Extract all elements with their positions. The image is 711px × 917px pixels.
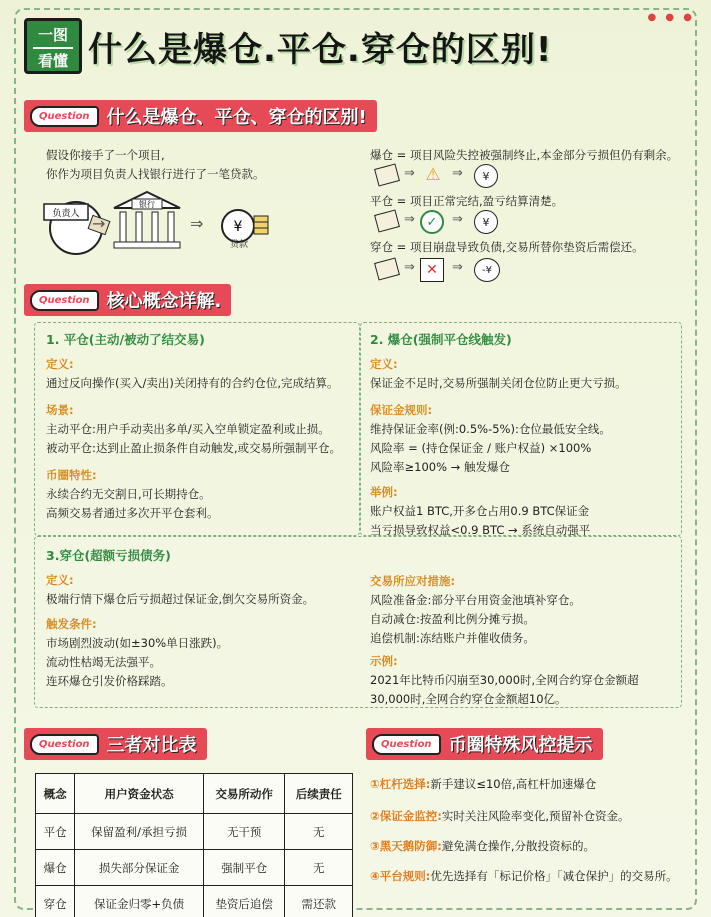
- pingcang-scene1: 主动平仓:用户手动卖出多单/买入空单锁定盈利或止损。: [46, 422, 330, 436]
- chuancang-definition: 穿仓 = 项目崩盘导致负债,交易所替你垫资后需偿还。: [370, 240, 644, 254]
- pingcang-heading: 1. 平仓(主动/被动了结交易): [46, 332, 205, 347]
- table-cell: 无: [285, 850, 353, 886]
- logo-line1: 一图: [33, 23, 73, 49]
- table-row: [36, 886, 353, 917]
- chuancang-trig3: 连环爆仓引发价格踩踏。: [46, 674, 173, 688]
- arrow-icon: →: [92, 214, 106, 233]
- section2-title-banner: [24, 284, 231, 316]
- pingcang-feat2: 高频交易者通过多次开平仓套利。: [46, 506, 219, 520]
- question-tag: Question: [372, 734, 441, 755]
- tip-item: [370, 868, 690, 884]
- chuancang-heading: 3.穿仓(超额亏损债务): [46, 548, 171, 563]
- tip-label: ②保证金监控:: [370, 809, 442, 823]
- tip-item: [370, 808, 630, 824]
- arrow-icon: ⇒: [452, 260, 463, 275]
- arrow-icon: ⇒: [404, 212, 415, 227]
- chuancang-resp3: 追偿机制:冻结账户并催收债务。: [370, 631, 535, 645]
- table-header-cell: 交易所动作: [203, 774, 285, 814]
- chuancang-card-right: [370, 572, 639, 709]
- tip-item: [370, 776, 596, 792]
- negative-coins-icon: -¥: [474, 258, 500, 282]
- section2-title: 核心概念详解.: [106, 291, 222, 312]
- chuancang-resp2: 自动减仓:按盈利比例分摊亏损。: [370, 612, 535, 626]
- table-header-cell: 概念: [36, 774, 75, 814]
- pingcang-scene2: 被动平仓:达到止盈止损条件自动触发,或交易所强制平仓。: [46, 441, 342, 455]
- baocang-ex1: 账户权益1 BTC,开多仓占用0.9 BTC保证金: [370, 504, 590, 518]
- comparison-table: [35, 773, 353, 917]
- page-title: 什么是爆仓.平仓.穿仓的区别!: [88, 30, 553, 70]
- chuancang-trig-label: 触发条件:: [46, 617, 97, 631]
- baocang-heading: 2. 爆仓(强制平仓线触发): [370, 332, 512, 347]
- intro-line2: 你作为项目负责人找银行进行了一笔贷款。: [46, 167, 265, 181]
- intro-line1: 假设你接手了一个项目,: [46, 148, 165, 162]
- table-cell: 需还款: [285, 886, 353, 917]
- tip-label: ③黑天鹅防御:: [370, 839, 442, 853]
- check-icon: ✓: [420, 210, 444, 234]
- table-cell: 平仓: [36, 814, 75, 850]
- table-cell: 无干预: [203, 814, 285, 850]
- table-cell: 垫资后追偿: [203, 886, 285, 917]
- table-header-row: [36, 774, 353, 814]
- section3-title-banner: [24, 728, 207, 760]
- section1-title-banner: [24, 100, 377, 132]
- bank-label: 银行: [139, 200, 155, 209]
- pingcang-card-content: [46, 330, 341, 523]
- table-cell: 保证金归零+负债: [75, 886, 204, 917]
- pingcang-def: 通过反向操作(买入/卖出)关闭持有的合约仓位,完成结算。: [46, 376, 339, 390]
- chuancang-resp-label: 交易所应对措施:: [370, 574, 456, 588]
- baocang-ex-label: 举例:: [370, 485, 398, 499]
- baocang-rule-label: 保证金规则:: [370, 403, 433, 417]
- pingcang-scene-label: 场景:: [46, 403, 74, 417]
- baocang-rule2: 风险率 = (持仓保证金 / 账户权益) ×100%: [370, 441, 592, 455]
- cross-icon: ✕: [420, 258, 444, 282]
- table-header-cell: 用户资金状态: [75, 774, 204, 814]
- arrow-icon: ⇒: [452, 166, 463, 181]
- baocang-rule1: 维持保证金率(例:0.5%-5%):仓位最低安全线。: [370, 422, 611, 436]
- baocang-def-label: 定义:: [370, 357, 398, 371]
- baocang-definition: 爆仓 = 项目风险失控被强制终止,本金部分亏损但仍有剩余。: [370, 148, 679, 162]
- chuancang-ex1: 2021年比特币闪崩至30,000时,全网合约穿仓金额超: [370, 673, 639, 687]
- chuancang-trig1: 市场剧烈波动(如±30%单日涨跌)。: [46, 636, 229, 650]
- section4-title-banner: [366, 728, 603, 760]
- table-row: [36, 850, 353, 886]
- coins-icon: ¥: [474, 164, 498, 188]
- section1-title: 什么是爆仓、平仓、穿仓的区别!: [106, 107, 367, 128]
- chuancang-ex-label: 示例:: [370, 654, 398, 668]
- tip-label: ④平台规则:: [370, 869, 431, 883]
- table-cell: 强制平仓: [203, 850, 285, 886]
- pingcang-feat-label: 币圈特性:: [46, 468, 97, 482]
- baocang-def: 保证金不足时,交易所强制关闭仓位防止更大亏损。: [370, 376, 627, 390]
- chuancang-def-label: 定义:: [46, 573, 74, 587]
- warning-icon: ⚠: [425, 165, 441, 185]
- tip-item: [370, 838, 595, 854]
- baocang-ex2: 当亏损导致权益<0.9 BTC → 系统自动强平: [370, 523, 591, 537]
- coins-icon: ¥: [474, 210, 498, 234]
- tip-text: 优先选择有「标记价格」「减仓保护」的交易所。: [430, 869, 678, 883]
- table-header-cell: 后续责任: [285, 774, 353, 814]
- chuancang-def: 极端行情下爆仓后亏损超过保证金,倒欠交易所资金。: [46, 592, 315, 606]
- tip-label: ①杠杆选择:: [370, 777, 431, 791]
- table-row: [36, 814, 353, 850]
- question-tag: Question: [30, 106, 99, 127]
- table-cell: 保留盈利/承担亏损: [75, 814, 204, 850]
- arrow-icon: ⇒: [404, 166, 415, 181]
- chuancang-ex2: 30,000时,全网合约穿仓金额超10亿。: [370, 692, 567, 706]
- tip-text: 实时关注风险率变化,预留补仓资金。: [441, 809, 630, 823]
- section3-title: 三者对比表: [106, 735, 197, 756]
- person-label: 负责人: [52, 209, 80, 219]
- loan-label: 贷款: [230, 240, 249, 250]
- decorative-dots: ● ● ●: [647, 12, 695, 23]
- double-arrow-icon: ⇒: [190, 214, 204, 233]
- baocang-card-content: [370, 330, 627, 540]
- intro-text: [46, 146, 265, 184]
- pingcang-def-label: 定义:: [46, 357, 74, 371]
- baocang-rule3: 风险率≥100% → 触发爆仓: [370, 460, 510, 474]
- table-cell: 损失部分保证金: [75, 850, 204, 886]
- logo-line2: 看懂: [37, 52, 68, 70]
- chuancang-card-left: [46, 546, 314, 691]
- chuancang-trig2: 流动性枯竭无法强平。: [46, 655, 161, 669]
- arrow-icon: ⇒: [452, 212, 463, 227]
- table-cell: 无: [285, 814, 353, 850]
- section4-title: 币圈特殊风控提示: [448, 735, 593, 756]
- tip-text: 新手建议≤10倍,高杠杆加速爆仓: [430, 777, 597, 791]
- question-tag: Question: [30, 734, 99, 755]
- logo: [24, 18, 82, 74]
- table-cell: 爆仓: [36, 850, 75, 886]
- question-tag: Question: [30, 290, 99, 311]
- coin-symbol: ¥: [233, 219, 243, 235]
- bank-icon: [110, 188, 184, 252]
- arrow-icon: ⇒: [404, 260, 415, 275]
- table-cell: 穿仓: [36, 886, 75, 917]
- tip-text: 避免满仓操作,分散投资标的。: [441, 839, 595, 853]
- chuancang-resp1: 风险准备金:部分平台用资金池填补穿仓。: [370, 593, 581, 607]
- pingcang-definition: 平仓 = 项目正常完结,盈亏结算清楚。: [370, 194, 564, 208]
- pingcang-feat1: 永续合约无交割日,可长期持仓。: [46, 487, 211, 501]
